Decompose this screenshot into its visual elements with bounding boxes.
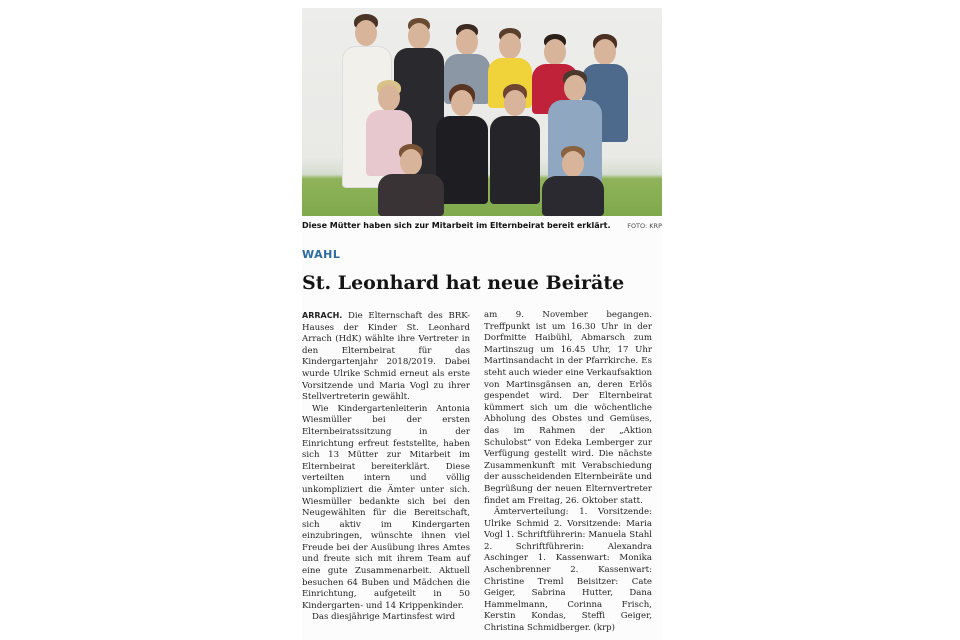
article-column-2 [484,310,652,635]
article-kicker: WAHL [302,248,341,261]
photo-credit: FOTO: KRP [627,222,662,230]
group-photo [302,8,662,216]
paragraph: Ämterverteilung: 1. Vorsitzende: Ulrike Schmid 2. Vorsitzende: Maria Vogl 1. Schriftführerin: Manuela Stahl 2. Schriftführerin: Alexandra Aschinger 1. Kassenwart: Monika Aschenbrenner 2. Kassenwart: Christine Treml Beisitzer: Cate Geiger, Sabrina Hutter, Dana Hammelmann, Corinna Frisch, Kerstin Kondas, Steffi Geiger, Christina Schmidberger. (krp) [484,507,652,634]
photo-caption [302,221,662,230]
caption-text: Diese Mütter haben sich zur Mitarbeit im Elternbeirat bereit erklärt. [302,221,611,230]
paragraph [302,310,470,404]
article-headline: St. Leonhard hat neue Beiräte [302,272,625,294]
dateline: ARRACH. [302,311,343,320]
paragraph: Wie Kindergartenleiterin Antonia Wiesmüller bei der ersten Elternbeiratssitzung in der Einrichtung erfreut feststellte, haben sich 13 Mütter zur Mitarbeit im Elternbeirat bereiterklärt. Diese verteilten intern und völlig unkompliziert die Ämter unter sich. Wiesmüller bedankte sich bei den Neugewählten für die Bereitschaft, sich aktiv im Kindergarten einzubringen, wünschte ihnen viel Freude bei der Ausübung ihres Amtes und freute sich mit ihrem Team auf eine gute Zusammenarbeit. Aktuell besuchen 64 Buben und Mädchen die Einrichtung, aufgeteilt in 50 Kindergarten- und 14 Krippenkinder. [302,403,470,611]
paragraph-text: Die Elternschaft des BRK-Hauses der Kinder St. Leonhard Arrach (HdK) wählte ihre Vertreter in den Elternbeirat für das Kindergartenjahr 2018/2019. Dabei wurde Ulrike Schmid erneut als erste Vorsitzende und Maria Vogl zu ihrer Stellvertreterin gewählt. [302,311,471,403]
article-column-1 [302,310,470,624]
newspaper-clipping [302,8,662,640]
paragraph: am 9. November begangen. Treffpunkt ist um 16.30 Uhr in der Dorfmitte Haibühl, Abmarsch zum Martinszug um 16.45 Uhr, 17 Uhr Martinsandacht in der Pfarrkirche. Es steht auch wieder eine Verkaufsaktion von Martinsgänsen an, deren Erlös gespendet wird. Der Elternbeirat kümmert sich um die wöchentliche Abholung des Obstes und Gemüses, das im Rahmen der „Aktion Schulobst“ von Edeka Lemberger zur Verfügung gestellt wird. Die nächste Zusammenkunft mit Verabschiedung der ausscheidenden Elternbeiräte und Begrüßung der neuen Elternvertreter findet am Freitag, 26. Oktober statt. [484,310,652,506]
paragraph: Das diesjährige Martinsfest wird [312,612,456,623]
